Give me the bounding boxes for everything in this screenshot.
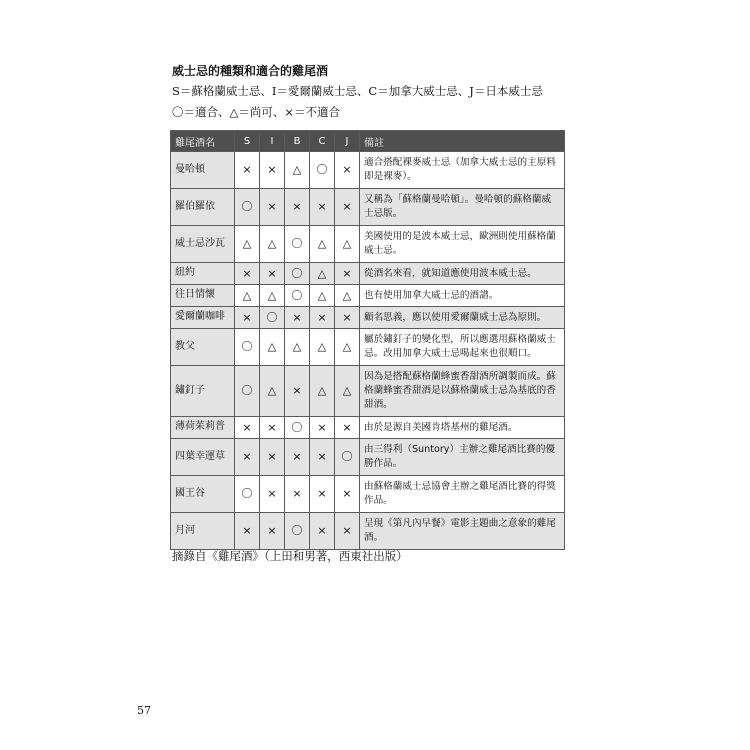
cocktail-note: 顧名思義，應以使用愛爾蘭威士忌為原則。 bbox=[360, 307, 565, 329]
cocktail-note: 呈現《第凡內早餐》電影主題曲之意象的雞尾酒。 bbox=[360, 513, 565, 550]
table-row bbox=[171, 513, 565, 550]
mark-s: △ bbox=[235, 226, 260, 263]
cocktail-name: 威士忌沙瓦 bbox=[171, 226, 235, 263]
mark-s: × bbox=[235, 263, 260, 285]
header-j: J bbox=[335, 131, 360, 152]
cocktail-name: 愛爾蘭咖啡 bbox=[171, 307, 235, 329]
table-row bbox=[171, 152, 565, 189]
mark-j: × bbox=[335, 152, 360, 189]
whisky-cocktail-table bbox=[170, 130, 565, 550]
mark-c: △ bbox=[310, 226, 335, 263]
table-row bbox=[171, 226, 565, 263]
mark-s: 〇 bbox=[235, 476, 260, 513]
cocktail-name: 教父 bbox=[171, 329, 235, 366]
mark-b: 〇 bbox=[285, 417, 310, 439]
cocktail-name: 四葉幸運草 bbox=[171, 439, 235, 476]
mark-j: × bbox=[335, 476, 360, 513]
cocktail-note: 適合搭配裸麥威士忌（加拿大威士忌的主原料即是裸麥）。 bbox=[360, 152, 565, 189]
table-row bbox=[171, 439, 565, 476]
mark-s: × bbox=[235, 307, 260, 329]
legend-symbols: 〇＝適合、△＝尚可、×＝不適合 bbox=[172, 105, 340, 119]
header-i: I bbox=[260, 131, 285, 152]
mark-c: △ bbox=[310, 285, 335, 307]
mark-j: △ bbox=[335, 285, 360, 307]
mark-c: △ bbox=[310, 329, 335, 366]
table-row bbox=[171, 329, 565, 366]
mark-s: 〇 bbox=[235, 329, 260, 366]
header-notes: 備註 bbox=[360, 131, 565, 152]
mark-i: △ bbox=[260, 285, 285, 307]
table-row bbox=[171, 417, 565, 439]
header-b: B bbox=[285, 131, 310, 152]
header-c: C bbox=[310, 131, 335, 152]
header-s: S bbox=[235, 131, 260, 152]
mark-s: × bbox=[235, 513, 260, 550]
cocktail-note: 美國使用的是波本威士忌，歐洲則使用蘇格蘭威士忌。 bbox=[360, 226, 565, 263]
mark-b: 〇 bbox=[285, 226, 310, 263]
mark-s: × bbox=[235, 152, 260, 189]
cocktail-note: 由三得利（Suntory）主辦之雞尾酒比賽的優勝作品。 bbox=[360, 439, 565, 476]
mark-i: △ bbox=[260, 329, 285, 366]
page-number: 57 bbox=[137, 704, 151, 717]
legend-types: S＝蘇格蘭威士忌、I＝愛爾蘭威士忌、C＝加拿大威士忌、J＝日本威士忌 bbox=[172, 84, 543, 98]
mark-j: △ bbox=[335, 329, 360, 366]
mark-i: × bbox=[260, 476, 285, 513]
mark-i: × bbox=[260, 189, 285, 226]
mark-b: 〇 bbox=[285, 285, 310, 307]
section-title: 威士忌的種類和適合的雞尾酒 bbox=[172, 64, 329, 78]
table-row bbox=[171, 476, 565, 513]
cocktail-note: 也有使用加拿大威士忌的酒譜。 bbox=[360, 285, 565, 307]
mark-b: × bbox=[285, 476, 310, 513]
mark-s: 〇 bbox=[235, 366, 260, 417]
mark-j: × bbox=[335, 417, 360, 439]
header-cocktail-name: 雞尾酒名 bbox=[171, 131, 235, 152]
mark-b: × bbox=[285, 307, 310, 329]
cocktail-note: 又稱為「蘇格蘭曼哈頓」。曼哈頓的蘇格蘭威士忌版。 bbox=[360, 189, 565, 226]
mark-b: 〇 bbox=[285, 263, 310, 285]
cocktail-name: 月河 bbox=[171, 513, 235, 550]
mark-i: × bbox=[260, 152, 285, 189]
cocktail-note: 由蘇格蘭威士忌協會主辦之雞尾酒比賽的得獎作品。 bbox=[360, 476, 565, 513]
cocktail-name: 鏽釘子 bbox=[171, 366, 235, 417]
table-row bbox=[171, 263, 565, 285]
mark-j: △ bbox=[335, 226, 360, 263]
mark-j: × bbox=[335, 189, 360, 226]
mark-s: × bbox=[235, 417, 260, 439]
mark-b: × bbox=[285, 366, 310, 417]
cocktail-name: 國王谷 bbox=[171, 476, 235, 513]
mark-c: △ bbox=[310, 263, 335, 285]
mark-i: × bbox=[260, 263, 285, 285]
source-citation: 摘錄自《雞尾酒》（上田和男著，西東社出版） bbox=[172, 549, 408, 563]
mark-i: × bbox=[260, 417, 285, 439]
table-header-row bbox=[171, 131, 565, 152]
mark-c: × bbox=[310, 307, 335, 329]
mark-b: △ bbox=[285, 329, 310, 366]
cocktail-name: 紐約 bbox=[171, 263, 235, 285]
mark-i: × bbox=[260, 513, 285, 550]
mark-i: △ bbox=[260, 366, 285, 417]
mark-j: △ bbox=[335, 366, 360, 417]
mark-c: × bbox=[310, 476, 335, 513]
mark-b: × bbox=[285, 439, 310, 476]
cocktail-note: 從酒名來看，就知道應使用波本威士忌。 bbox=[360, 263, 565, 285]
mark-j: × bbox=[335, 263, 360, 285]
table-row bbox=[171, 307, 565, 329]
mark-i: △ bbox=[260, 226, 285, 263]
cocktail-note: 由於是源自美國肯塔基州的雞尾酒。 bbox=[360, 417, 565, 439]
cocktail-name: 薄荷茱莉普 bbox=[171, 417, 235, 439]
mark-i: × bbox=[260, 439, 285, 476]
cocktail-note: 屬於鏽釘子的變化型，所以應選用蘇格蘭威士忌。改用加拿大威士忌喝起來也很順口。 bbox=[360, 329, 565, 366]
cocktail-name: 往日情懷 bbox=[171, 285, 235, 307]
cocktail-name: 羅伯羅依 bbox=[171, 189, 235, 226]
mark-s: 〇 bbox=[235, 189, 260, 226]
mark-c: △ bbox=[310, 366, 335, 417]
mark-j: × bbox=[335, 513, 360, 550]
mark-j: 〇 bbox=[335, 439, 360, 476]
mark-b: △ bbox=[285, 152, 310, 189]
mark-b: × bbox=[285, 189, 310, 226]
mark-c: × bbox=[310, 513, 335, 550]
table-row bbox=[171, 366, 565, 417]
mark-c: × bbox=[310, 439, 335, 476]
table-row bbox=[171, 189, 565, 226]
mark-c: 〇 bbox=[310, 152, 335, 189]
mark-j: × bbox=[335, 307, 360, 329]
cocktail-name: 曼哈頓 bbox=[171, 152, 235, 189]
cocktail-note: 因為是搭配蘇格蘭蜂蜜香甜酒所調製而成。蘇格蘭蜂蜜香甜酒是以蘇格蘭威士忌為基底的香甜酒。 bbox=[360, 366, 565, 417]
mark-s: △ bbox=[235, 285, 260, 307]
mark-i: 〇 bbox=[260, 307, 285, 329]
mark-c: × bbox=[310, 189, 335, 226]
table-row bbox=[171, 285, 565, 307]
mark-s: × bbox=[235, 439, 260, 476]
mark-c: × bbox=[310, 417, 335, 439]
mark-b: 〇 bbox=[285, 513, 310, 550]
